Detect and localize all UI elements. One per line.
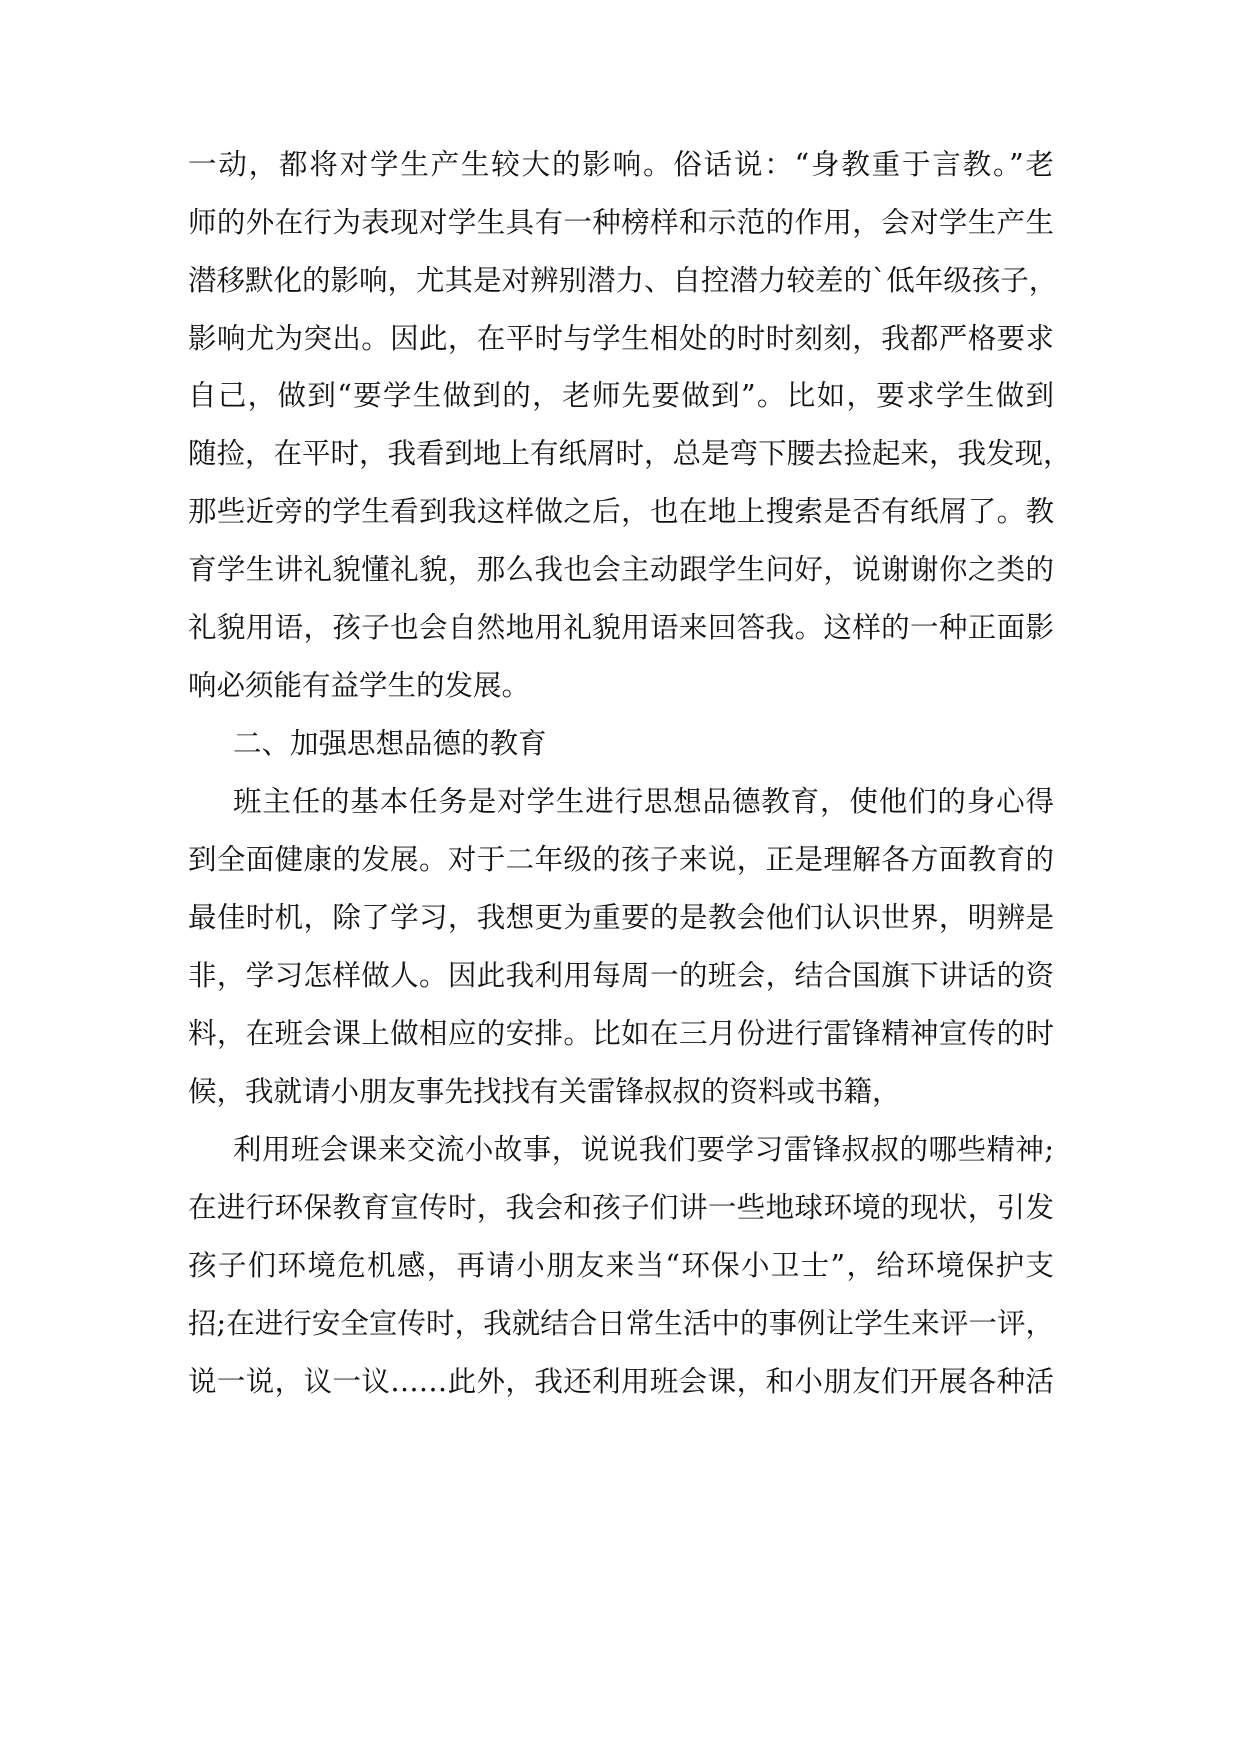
text-line: 潜移默化的影响，尤其是对辨别潜力、自控潜力较差的`低年级孩子， (188, 264, 1058, 297)
text-line: 响必须能有益学生的发展。 (188, 669, 531, 702)
text-line: 师的外在行为表现对学生具有一种榜样和示范的作用，会对学生产生 (188, 206, 1054, 239)
text-line: 礼貌用语，孩子也会自然地用礼貌用语来回答我。这样的一种正面影 (188, 611, 1054, 644)
text-line: 利用班会课来交流小故事，说说我们要学习雷锋叔叔的哪些精神; (233, 1133, 1054, 1166)
text-line: 料，在班会课上做相应的安排。比如在三月份进行雷锋精神宣传的时 (188, 1017, 1054, 1050)
section-heading: 二、加强思想品德的教育 (233, 727, 547, 760)
text-line: 一动，都将对学生产生较大的影响。俗话说：“身教重于言教。”老 (188, 148, 1054, 181)
text-line: 那些近旁的学生看到我这样做之后，也在地上搜索是否有纸屑了。教 (188, 495, 1054, 528)
text-line: 孩子们环境危机感，再请小朋友来当“环保小卫士”，给环境保护支 (188, 1249, 1054, 1282)
text-line: 随捡，在平时，我看到地上有纸屑时，总是弯下腰去捡起来，我发现， (188, 437, 1072, 470)
text-line: 到全面健康的发展。对于二年级的孩子来说，正是理解各方面教育的 (188, 843, 1054, 876)
text-line: 说一说，议一议……此外，我还利用班会课，和小朋友们开展各种活 (188, 1365, 1054, 1398)
text-line: 自己，做到“要学生做到的，老师先要做到”。比如，要求学生做到 (188, 379, 1054, 412)
text-line: 班主任的基本任务是对学生进行思想品德教育，使他们的身心得 (233, 785, 1054, 818)
text-line: 在进行环保教育宣传时，我会和孩子们讲一些地球环境的现状，引发 (188, 1191, 1054, 1224)
text-line: 候，我就请小朋友事先找找有关雷锋叔叔的资料或书籍， (188, 1075, 901, 1108)
text-line: 最佳时机，除了学习，我想更为重要的是教会他们认识世界，明辨是 (188, 901, 1054, 934)
text-line: 非，学习怎样做人。因此我利用每周一的班会，结合国旗下讲话的资 (188, 959, 1054, 992)
text-line: 影响尤为突出。因此，在平时与学生相处的时时刻刻，我都严格要求 (188, 322, 1054, 355)
text-line: 育学生讲礼貌懂礼貌，那么我也会主动跟学生问好，说谢谢你之类的 (188, 553, 1054, 586)
text-line: 招;在进行安全宣传时，我就结合日常生活中的事例让学生来评一评， (188, 1307, 1054, 1340)
